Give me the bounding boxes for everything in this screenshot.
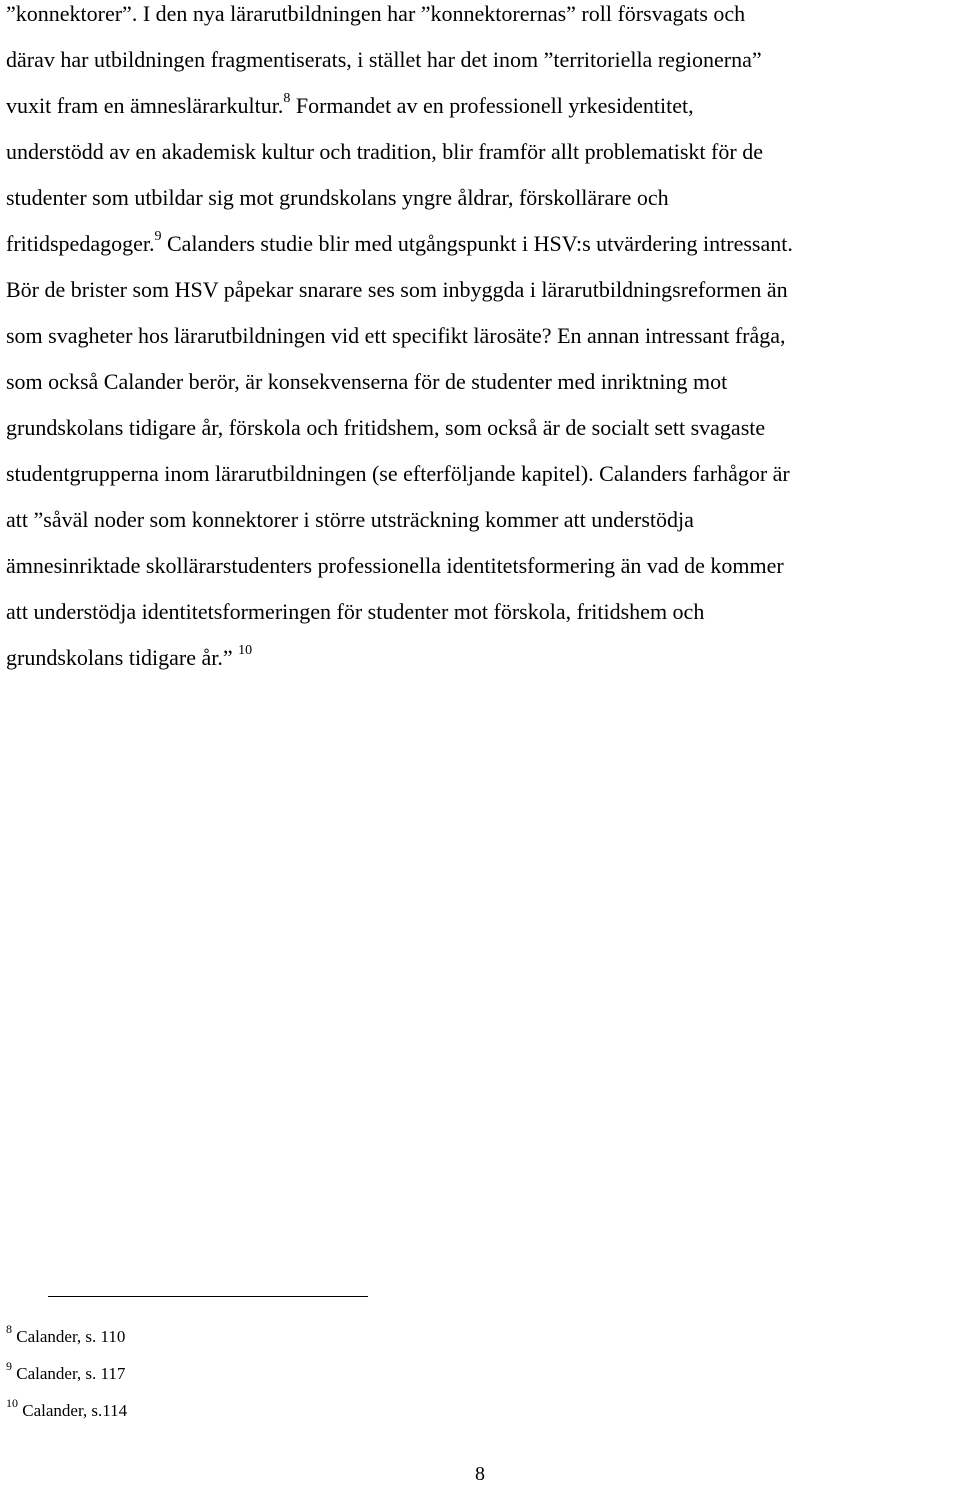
footnote-reference[interactable]: 9 <box>154 228 162 244</box>
text-segment: Formandet av en professionell yrkesidentitet, <box>290 93 694 118</box>
footnote-mark: 9 <box>6 1359 12 1374</box>
text-line: ämnesinriktade skollärarstudenters professionella identitetsformering än vad de kommer <box>6 553 784 578</box>
text-line: som svagheter hos lärarutbildningen vid ett specifikt lärosäte? En annan intressant fråga, <box>6 323 786 348</box>
footnotes <box>6 1318 127 1429</box>
footnote-text: Calander, s. 110 <box>12 1327 126 1346</box>
text-line: understödd av en akademisk kultur och tradition, blir framför allt problematiskt för de <box>6 139 763 164</box>
text-segment: Calanders studie blir med utgångspunkt i HSV:s utvärdering intressant. <box>161 231 793 256</box>
text-line <box>6 83 960 129</box>
text-line: studenter som utbildar sig mot grundskolans yngre åldrar, förskollärare och <box>6 185 669 210</box>
text-line: därav har utbildningen fragmentiserats, i stället har det inom ”territoriella regionerna” <box>6 47 762 72</box>
text-segment: grundskolans tidigare år.” <box>6 645 233 670</box>
text-line <box>6 221 960 267</box>
footnote-item <box>6 1392 127 1429</box>
text-line: att ”såväl noder som konnektorer i större utsträckning kommer att understödja <box>6 507 694 532</box>
footnote-mark: 8 <box>6 1322 12 1337</box>
text-line: att understödja identitetsformeringen för studenter mot förskola, fritidshem och <box>6 599 705 624</box>
footnote-item <box>6 1318 127 1355</box>
text-line <box>6 635 960 681</box>
text-segment: vuxit fram en ämneslärarkultur. <box>6 93 284 118</box>
text-line: studentgrupperna inom lärarutbildningen (se efterföljande kapitel). Calanders farhågor är <box>6 461 790 486</box>
footnote-item <box>6 1355 127 1392</box>
body-text <box>6 0 960 681</box>
text-line: ”konnektorer”. I den nya lärarutbildningen har ”konnektorernas” roll försvagats och <box>6 1 746 26</box>
text-line: som också Calander berör, är konsekvenserna för de studenter med inriktning mot <box>6 369 728 394</box>
footnote-separator <box>48 1296 368 1297</box>
text-segment: fritidspedagoger. <box>6 231 155 256</box>
footnote-reference[interactable]: 10 <box>238 642 253 658</box>
text-line: grundskolans tidigare år, förskola och fritidshem, som också är de socialt sett svagaste <box>6 415 766 440</box>
text-line: Bör de brister som HSV påpekar snarare ses som inbyggda i lärarutbildningsreformen än <box>6 277 788 302</box>
footnote-text: Calander, s. 117 <box>12 1364 126 1383</box>
footnote-reference[interactable]: 8 <box>283 90 291 106</box>
footnote-mark: 10 <box>6 1396 18 1411</box>
footnote-text: Calander, s.114 <box>18 1401 128 1420</box>
page-number: 8 <box>475 1463 485 1485</box>
